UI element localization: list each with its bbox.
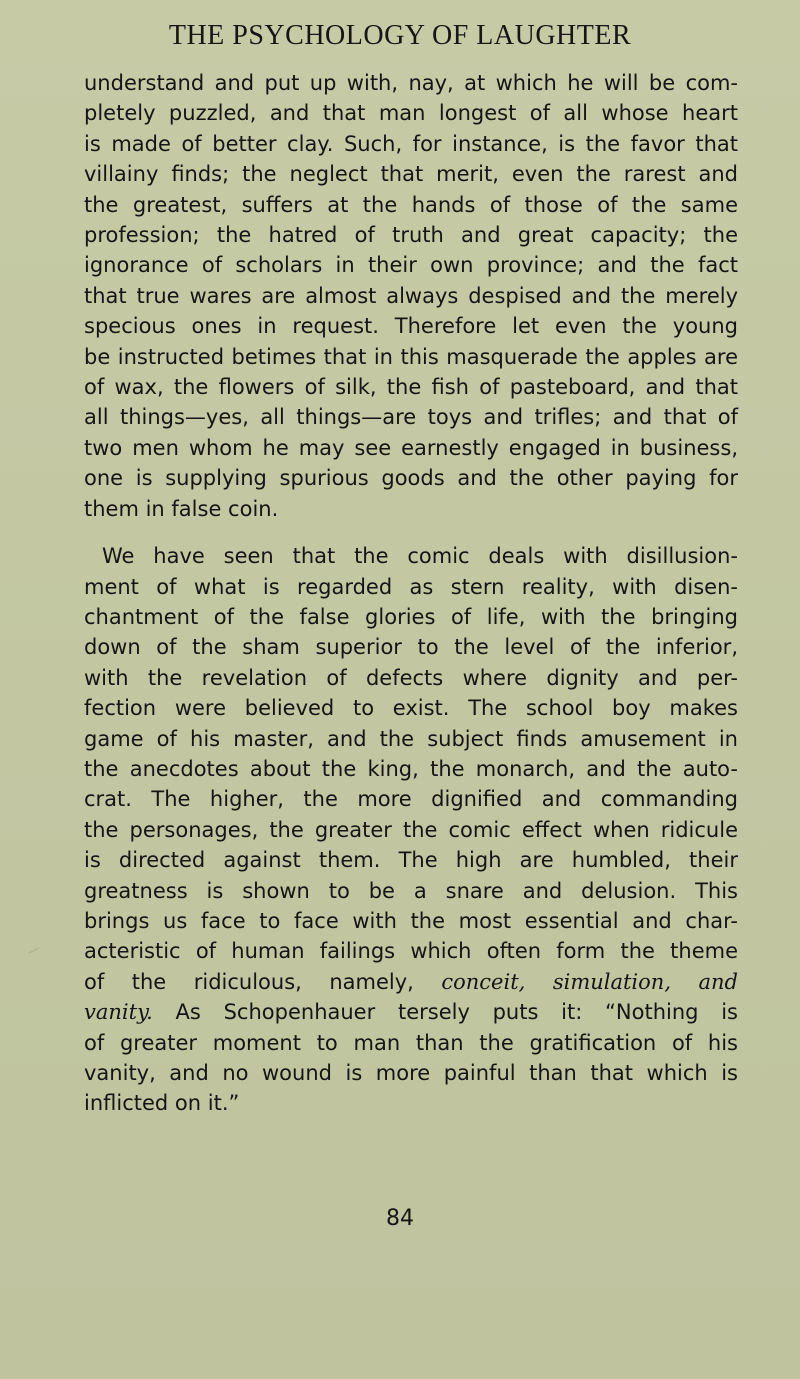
text-line: that true wares are almost always despised and the merely [84,283,738,308]
text-line: ment of what is regarded as stern reality, with disen- [84,574,738,599]
running-head: THE PSYCHOLOGY OF LAUGHTER [168,20,632,51]
text-line: of greater moment to man than the gratification of his [84,1030,738,1055]
body-text [84,68,738,1119]
italic-text: conceit, simulation, and [441,969,738,994]
text-line: with the revelation of defects where dignity and per- [84,665,738,690]
text-line: down of the sham superior to the level of the inferior, [84,635,738,660]
paper-mark [28,947,39,954]
text-line: all things—yes, all things—are toys and trifles; and that of [84,405,738,430]
text-line: inflicted on it.” [84,1091,240,1116]
text-line: two men whom he may see earnestly engaged in business, [84,435,738,460]
text-line: understand and put up with, nay, at which he will be com- [84,71,738,95]
italic-text: vanity. [84,1000,153,1025]
text-line: fection were believed to exist. The school boy makes [84,696,738,721]
text-line: the greatest, suffers at the hands of those of the same [84,192,738,217]
text-line: is made of better clay. Such, for instance, is the favor that [84,131,738,156]
text-run: of the ridiculous, namely, [84,969,442,994]
text-line: the personages, the greater the comic effect when ridicule [84,817,738,842]
text-line: vanity, and no wound is more painful than that which is [84,1061,738,1085]
text-line: them in false coin. [84,496,279,521]
text-line: crat. The higher, the more dignified and commanding [84,787,738,812]
text-line: one is supplying spurious goods and the other paying for [84,466,738,491]
paragraph-1 [84,68,738,524]
page-number: 84 [386,1206,414,1231]
text-line: acteristic of human failings which often form the theme [84,939,738,964]
text-line: chantment of the false glories of life, with the bringing [84,604,738,629]
text-line-with-italics [84,997,738,1027]
text-line-with-italics [84,967,738,997]
text-line: brings us face to face with the most essential and char- [84,908,738,933]
text-line: the anecdotes about the king, the monarch, and the auto- [84,756,738,781]
text-line: villainy finds; the neglect that merit, even the rarest and [84,162,738,187]
paragraph-gap [84,524,738,541]
text-line: greatness is shown to be a snare and delusion. This [84,878,738,903]
text-line: be instructed betimes that in this masquerade the apples are [84,344,738,369]
text-line: profession; the hatred of truth and great capacity; the [84,223,738,248]
text-run: As Schopenhauer tersely puts it: “Nothing is [152,1000,738,1025]
text-line: ignorance of scholars in their own province; and the fact [84,253,738,278]
paragraph-2 [84,541,738,1119]
text-line: specious ones in request. Therefore let even the young [84,314,738,339]
text-line: We have seen that the comic deals with disillusion- [102,544,738,569]
text-line: game of his master, and the subject finds amusement in [84,726,738,751]
text-line: is directed against them. The high are humbled, their [84,848,738,873]
text-line: pletely puzzled, and that man longest of all whose heart [84,101,738,126]
text-line: of wax, the flowers of silk, the fish of pasteboard, and that [84,375,738,400]
